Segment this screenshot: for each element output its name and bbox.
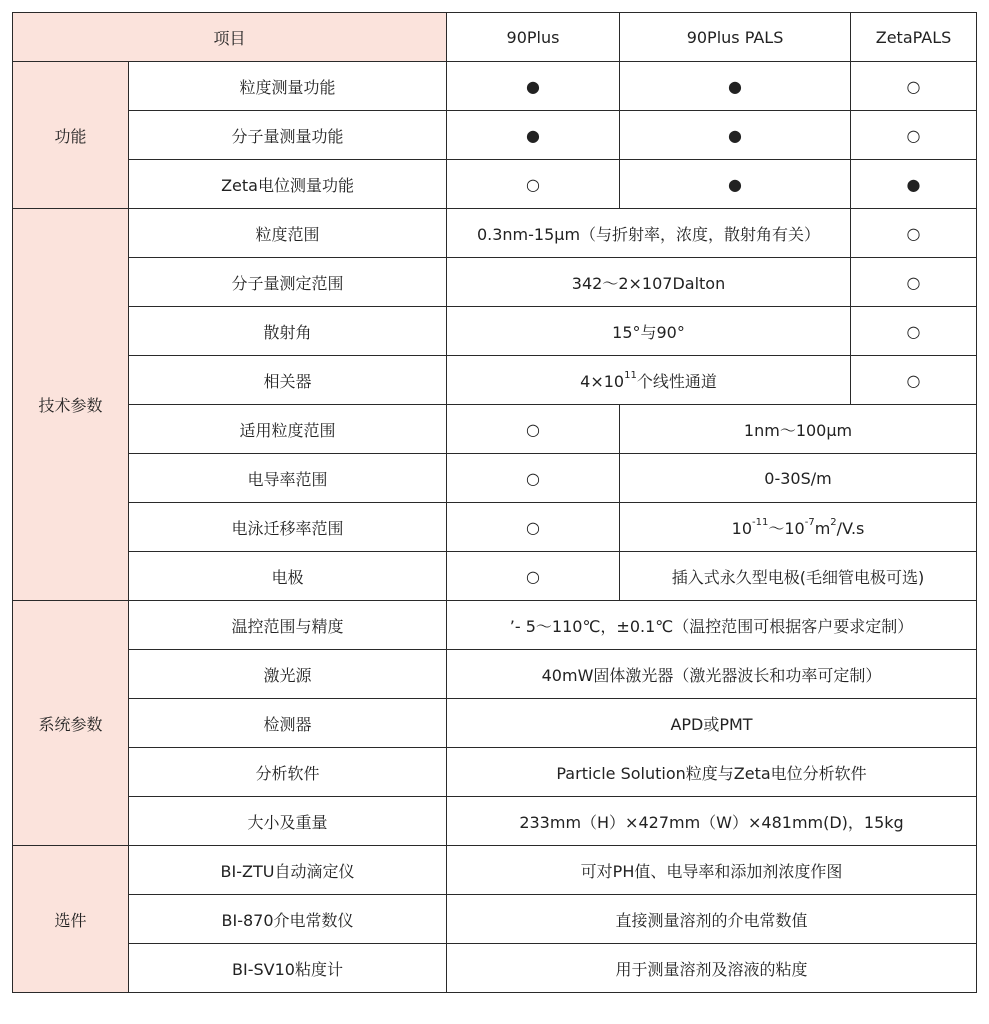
mark-open: ○ — [851, 356, 977, 405]
mark-open: ○ — [447, 503, 620, 552]
header-item: 项目 — [13, 13, 447, 62]
table-row — [13, 405, 977, 454]
superscript: 11 — [624, 370, 637, 382]
value-text: ～10 — [768, 518, 805, 538]
table-row — [13, 944, 977, 993]
table-row — [13, 601, 977, 650]
table-row — [13, 699, 977, 748]
table-row — [13, 650, 977, 699]
row-label: 分析软件 — [129, 748, 447, 797]
mark-open: ○ — [447, 405, 620, 454]
table-row — [13, 111, 977, 160]
table-row — [13, 160, 977, 209]
mark-filled: ● — [851, 160, 977, 209]
group-system: 系统参数 — [13, 601, 129, 846]
row-value: 233mm（H）×427mm（W）×481mm(D)，15kg — [447, 797, 977, 846]
table-row — [13, 748, 977, 797]
row-value: 用于测量溶剂及溶液的粘度 — [447, 944, 977, 993]
value-text: 4×10 — [580, 371, 625, 391]
row-value — [620, 503, 977, 552]
row-value: 直接测量溶剂的介电常数值 — [447, 895, 977, 944]
mark-open: ○ — [851, 62, 977, 111]
table-row — [13, 356, 977, 405]
mark-open: ○ — [851, 111, 977, 160]
mark-filled: ● — [620, 160, 851, 209]
row-label: Zeta电位测量功能 — [129, 160, 447, 209]
row-value: 1nm～100μm — [620, 405, 977, 454]
header-zetapals: ZetaPALS — [851, 13, 977, 62]
table-row — [13, 846, 977, 895]
table-row — [13, 552, 977, 601]
row-value: APD或PMT — [447, 699, 977, 748]
row-value: 342～2×107Dalton — [447, 258, 851, 307]
table-row — [13, 209, 977, 258]
value-text: /V.s — [836, 518, 865, 538]
value-text: 10 — [731, 518, 752, 538]
mark-open: ○ — [447, 454, 620, 503]
mark-filled: ● — [447, 111, 620, 160]
table-row — [13, 895, 977, 944]
row-label: 散射角 — [129, 307, 447, 356]
table-row — [13, 503, 977, 552]
mark-open: ○ — [447, 160, 620, 209]
row-value: ’- 5～110℃，±0.1℃（温控范围可根据客户要求定制） — [447, 601, 977, 650]
mark-filled: ● — [447, 62, 620, 111]
row-value: 可对PH值、电导率和添加剂浓度作图 — [447, 846, 977, 895]
row-label: BI-870介电常数仪 — [129, 895, 447, 944]
header-row — [13, 13, 977, 62]
group-function: 功能 — [13, 62, 129, 209]
table-row — [13, 797, 977, 846]
row-label: 适用粒度范围 — [129, 405, 447, 454]
row-value: 插入式永久型电极(毛细管电极可选) — [620, 552, 977, 601]
row-label: 电导率范围 — [129, 454, 447, 503]
row-label: 温控范围与精度 — [129, 601, 447, 650]
value-text: m — [814, 518, 831, 538]
table-row — [13, 307, 977, 356]
spec-table — [12, 12, 977, 993]
row-label: 相关器 — [129, 356, 447, 405]
row-label: 分子量测定范围 — [129, 258, 447, 307]
row-value: 0-30S/m — [620, 454, 977, 503]
table-row — [13, 454, 977, 503]
table-row — [13, 258, 977, 307]
superscript: -7 — [804, 517, 815, 529]
superscript: -11 — [752, 517, 769, 529]
row-label: BI-ZTU自动滴定仪 — [129, 846, 447, 895]
row-label: 电泳迁移率范围 — [129, 503, 447, 552]
superscript: 2 — [830, 517, 837, 529]
table-row — [13, 62, 977, 111]
group-tech: 技术参数 — [13, 209, 129, 601]
mark-open: ○ — [851, 258, 977, 307]
value-text: 个线性通道 — [636, 371, 717, 391]
group-options: 选件 — [13, 846, 129, 993]
row-value: 15°与90° — [447, 307, 851, 356]
row-value: 0.3nm-15μm（与折射率，浓度，散射角有关） — [447, 209, 851, 258]
row-label: 激光源 — [129, 650, 447, 699]
row-label: 检测器 — [129, 699, 447, 748]
row-label: 分子量测量功能 — [129, 111, 447, 160]
mark-open: ○ — [447, 552, 620, 601]
header-90plus-pals: 90Plus PALS — [620, 13, 851, 62]
row-label: 粒度测量功能 — [129, 62, 447, 111]
mark-filled: ● — [620, 111, 851, 160]
row-label: 电极 — [129, 552, 447, 601]
row-value: 40mW固体激光器（激光器波长和功率可定制） — [447, 650, 977, 699]
row-label: BI-SV10粘度计 — [129, 944, 447, 993]
row-label: 粒度范围 — [129, 209, 447, 258]
mark-open: ○ — [851, 209, 977, 258]
mark-filled: ● — [620, 62, 851, 111]
header-90plus: 90Plus — [447, 13, 620, 62]
row-label: 大小及重量 — [129, 797, 447, 846]
mark-open: ○ — [851, 307, 977, 356]
row-value — [447, 356, 851, 405]
row-value: Particle Solution粒度与Zeta电位分析软件 — [447, 748, 977, 797]
